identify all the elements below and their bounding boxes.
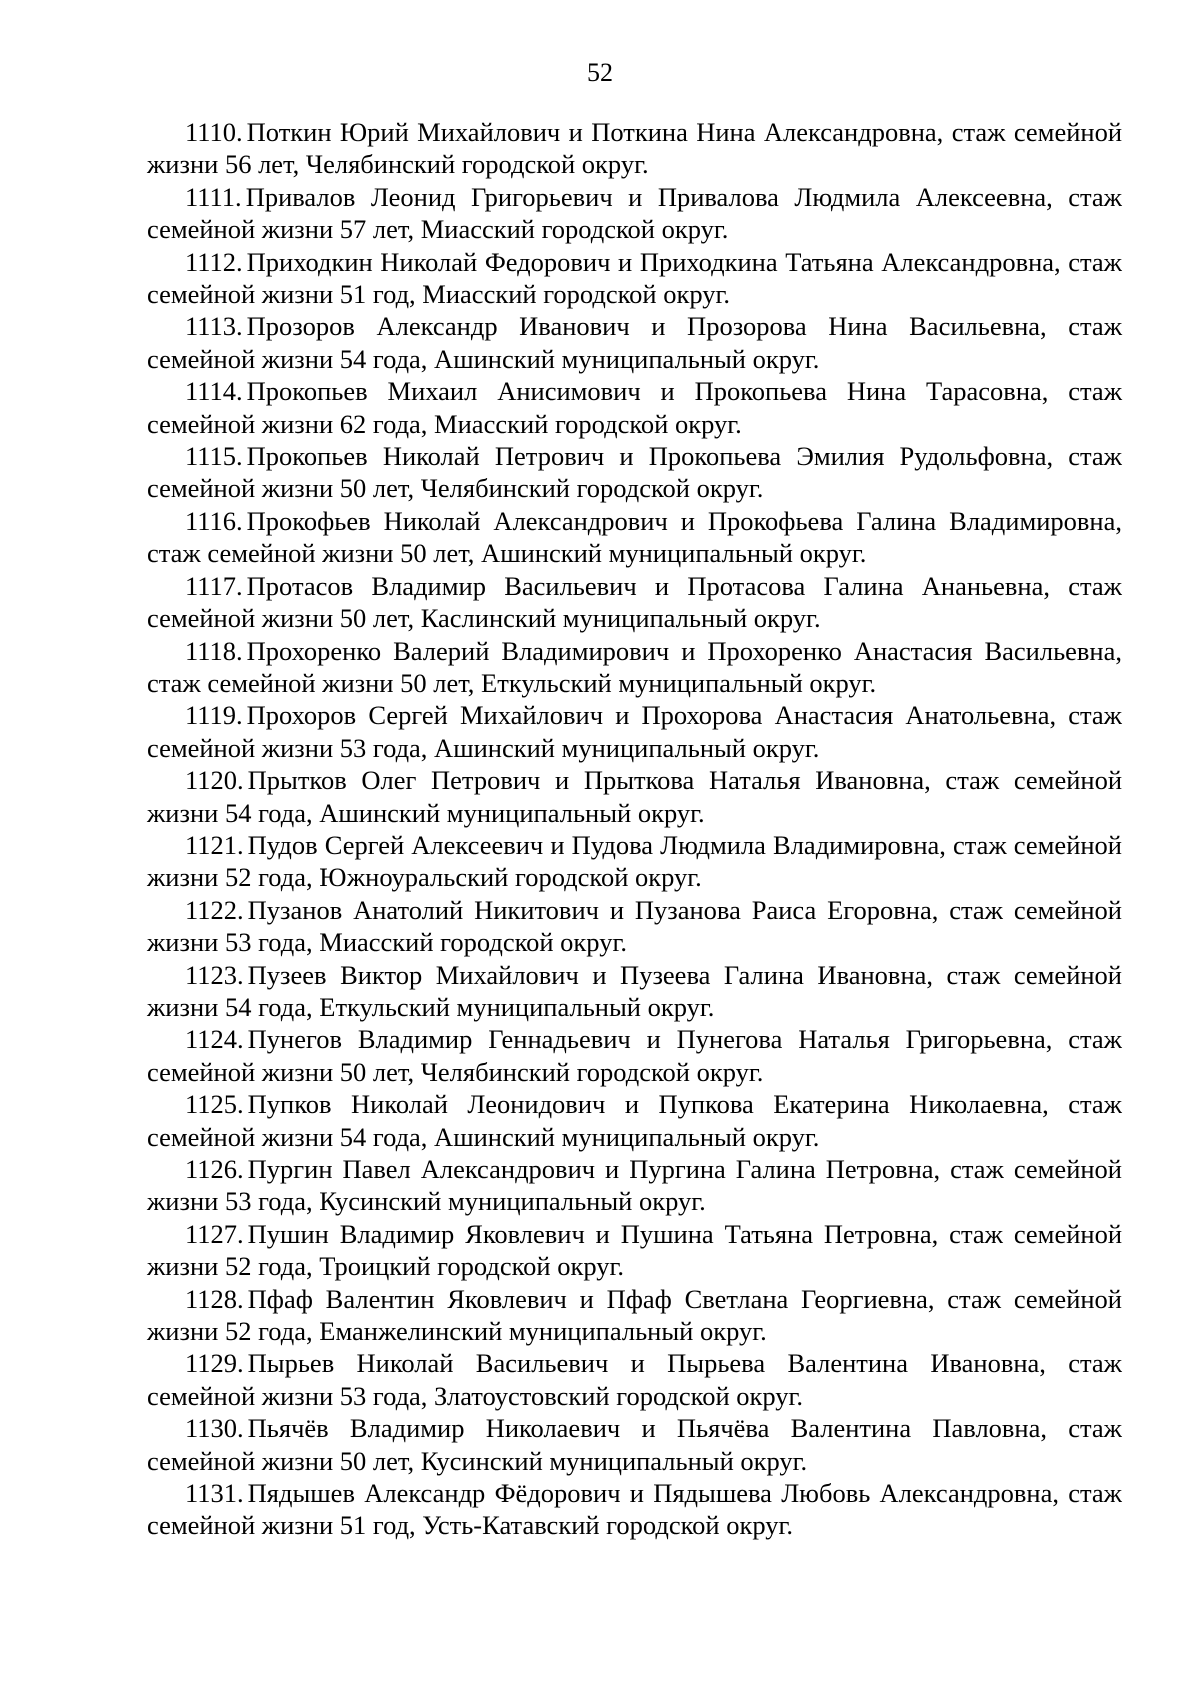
- entry-text: Прытков Олег Петрович и Прыткова Наталья Ивановна, стаж семейной жизни 54 года, Ашинский муниципальный округ.: [147, 765, 1122, 828]
- entry-list: [147, 116, 1122, 1542]
- entry-number: 1120.: [185, 765, 244, 796]
- entry-text: Пфаф Валентин Яковлевич и Пфаф Светлана Георгиевна, стаж семейной жизни 52 года, Еманжелинский муниципальный округ.: [147, 1283, 1122, 1347]
- entry-text: Прохоренко Валерий Владимирович и Прохоренко Анастасия Васильевна, стаж семейной жизни 50 лет, Еткульский муниципальный округ.: [147, 635, 1122, 698]
- entry-text: Пьячёв Владимир Николаевич и Пьячёва Валентина Павловна, стаж семейной жизни 50 лет, Кусинский муниципальный округ.: [147, 1413, 1122, 1476]
- entry-text: Прозоров Александр Иванович и Прозорова Нина Васильевна, стаж семейной жизни 54 года, Ашинский муниципальный округ.: [147, 311, 1122, 374]
- entry-text: Протасов Владимир Васильевич и Протасова Галина Ананьевна, стаж семейной жизни 50 лет, Каслинский муниципальный округ.: [147, 570, 1122, 634]
- entry-number: 1119.: [185, 700, 243, 731]
- list-item: [147, 1023, 1122, 1088]
- entry-number: 1131.: [185, 1478, 244, 1509]
- entry-number: 1112.: [185, 246, 243, 277]
- entry-text: Пядышев Александр Фёдорович и Пядышева Любовь Александровна, стаж семейной жизни 51 год, Усть-Катавский городской округ.: [147, 1478, 1122, 1541]
- entry-number: 1118.: [185, 635, 243, 666]
- entry-number: 1121.: [185, 829, 244, 860]
- entry-text: Прокопьев Михаил Анисимович и Прокопьева Нина Тарасовна, стаж семейной жизни 62 года, Миасский городской округ.: [147, 376, 1122, 439]
- entry-text: Привалов Леонид Григорьевич и Привалова Людмила Алексеевна, стаж семейной жизни 57 лет, Миасский городской округ.: [147, 181, 1122, 245]
- list-item: [147, 829, 1122, 894]
- entry-number: 1115.: [185, 441, 243, 472]
- entry-number: 1111.: [185, 181, 242, 212]
- entry-text: Пупков Николай Леонидович и Пупкова Екатерина Николаевна, стаж семейной жизни 54 года, Ашинский муниципальный округ.: [147, 1089, 1122, 1152]
- entry-text: Прокофьев Николай Александрович и Прокофьева Галина Владимировна, стаж семейной жизни 50 лет, Ашинский муниципальный округ.: [147, 505, 1122, 569]
- list-item: [147, 764, 1122, 829]
- entry-text: Пургин Павел Александрович и Пургина Галина Петровна, стаж семейной жизни 53 года, Кусинский муниципальный округ.: [147, 1154, 1122, 1217]
- entry-number: 1125.: [185, 1089, 244, 1120]
- list-item: [147, 1088, 1122, 1153]
- list-item: [147, 1283, 1122, 1348]
- list-item: [147, 181, 1122, 246]
- entry-text: Пузанов Анатолий Никитович и Пузанова Раиса Егоровна, стаж семейной жизни 53 года, Миасский городской округ.: [147, 894, 1122, 958]
- list-item: [147, 505, 1122, 570]
- page-number: 52: [587, 58, 613, 87]
- list-item: [147, 570, 1122, 635]
- entry-text: Приходкин Николай Федорович и Приходкина Татьяна Александровна, стаж семейной жизни 51 год, Миасский городской округ.: [147, 246, 1122, 310]
- entry-text: Пушин Владимир Яковлевич и Пушина Татьяна Петровна, стаж семейной жизни 52 года, Троицкий городской округ.: [147, 1218, 1122, 1282]
- list-item: [147, 116, 1122, 181]
- list-item: [147, 1347, 1122, 1412]
- list-item: [147, 375, 1122, 440]
- list-item: [147, 246, 1122, 311]
- entry-number: 1110.: [185, 117, 243, 147]
- entry-text: Прохоров Сергей Михайлович и Прохорова Анастасия Анатольевна, стаж семейной жизни 53 года, Ашинский муниципальный округ.: [147, 700, 1122, 763]
- list-item: [147, 699, 1122, 764]
- entry-number: 1122.: [185, 894, 244, 925]
- entry-number: 1124.: [185, 1024, 244, 1055]
- entry-number: 1114.: [185, 376, 243, 407]
- list-item: [147, 1153, 1122, 1218]
- entry-text: Прокопьев Николай Петрович и Прокопьева Эмилия Рудольфовна, стаж семейной жизни 50 лет, Челябинский городской округ.: [147, 441, 1122, 504]
- entry-number: 1116.: [185, 505, 243, 536]
- entry-text: Пунегов Владимир Геннадьевич и Пунегова Наталья Григорьевна, стаж семейной жизни 50 лет, Челябинский городской округ.: [147, 1024, 1122, 1087]
- entry-number: 1130.: [185, 1413, 244, 1444]
- entry-number: 1126.: [185, 1154, 244, 1184]
- list-item: [147, 440, 1122, 505]
- list-item: [147, 310, 1122, 375]
- list-item: [147, 894, 1122, 959]
- list-item: [147, 1218, 1122, 1283]
- list-item: [147, 959, 1122, 1024]
- entry-number: 1129.: [185, 1348, 244, 1379]
- list-item: [147, 1477, 1122, 1542]
- list-item: [147, 1412, 1122, 1477]
- entry-text: Пудов Сергей Алексеевич и Пудова Людмила Владимировна, стаж семейной жизни 52 года, Южноуральский городской округ.: [147, 829, 1122, 893]
- entry-number: 1127.: [185, 1218, 244, 1249]
- entry-number: 1128.: [185, 1283, 244, 1314]
- entry-text: Поткин Юрий Михайлович и Поткина Нина Александровна, стаж семейной жизни 56 лет, Челябинский городской округ.: [147, 117, 1122, 180]
- entry-number: 1113.: [185, 311, 243, 342]
- entry-number: 1123.: [185, 959, 244, 990]
- entry-text: Пырьев Николай Васильевич и Пырьева Валентина Ивановна, стаж семейной жизни 53 года, Златоустовский городской округ.: [147, 1348, 1122, 1411]
- entry-text: Пузеев Виктор Михайлович и Пузеева Галина Ивановна, стаж семейной жизни 54 года, Еткульский муниципальный округ.: [147, 959, 1122, 1022]
- list-item: [147, 635, 1122, 700]
- entry-number: 1117.: [185, 570, 243, 601]
